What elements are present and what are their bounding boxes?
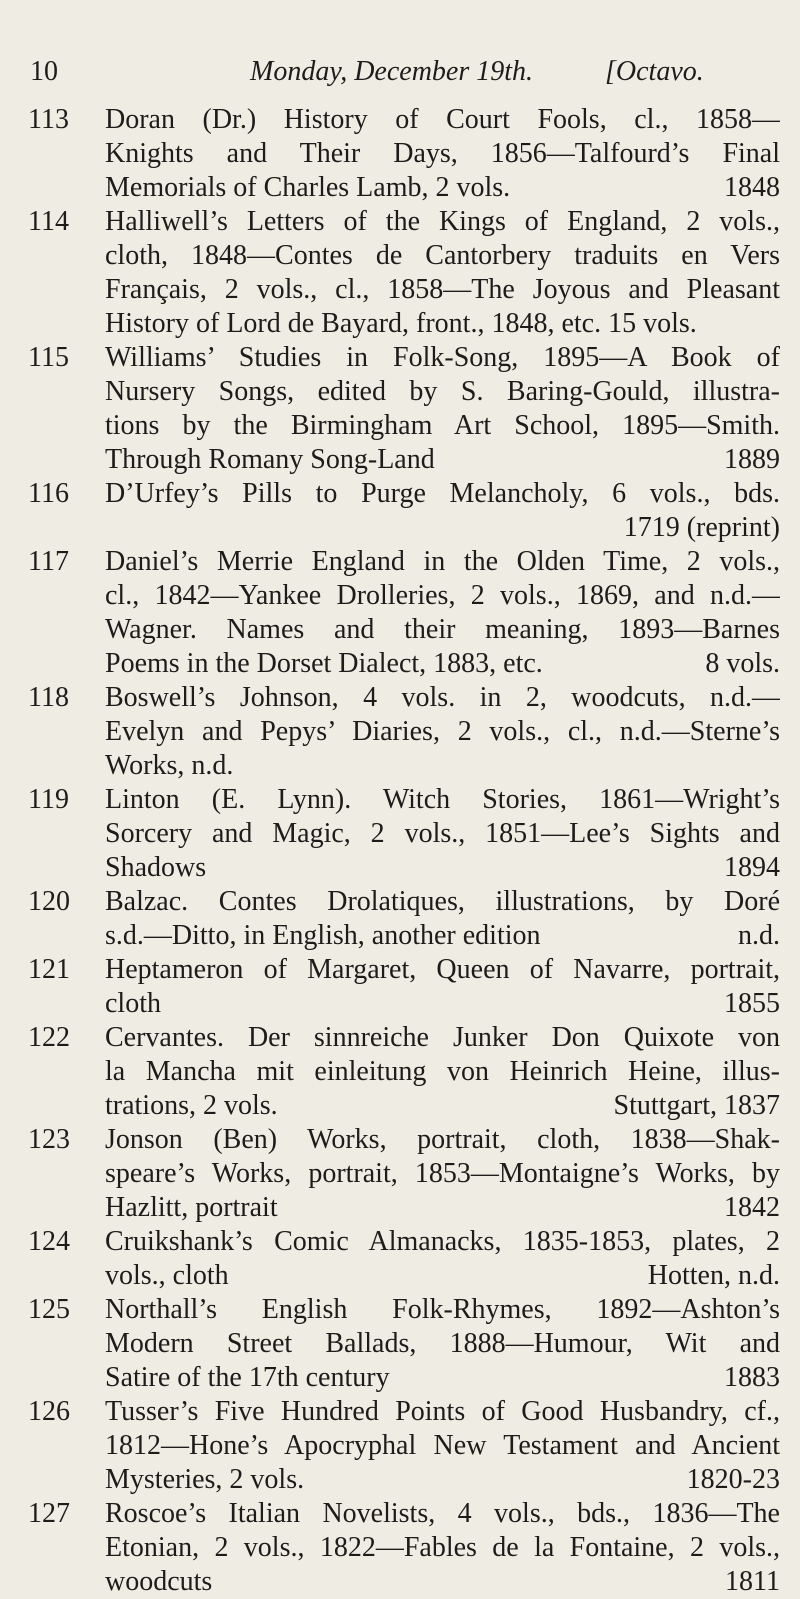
lot-line-text: Shadows — [105, 852, 207, 883]
lot-line: Halliwell’s Letters of the Kings of England, 2 vols., — [105, 206, 780, 237]
lot-date: 1820-23 — [686, 1464, 780, 1495]
lot-line-text: Through Romany Song-Land — [105, 444, 435, 475]
lot-line-text: Mysteries, 2 vols. — [105, 1464, 305, 1495]
lot-line: speare’s Works, portrait, 1853—Montaigne’s Works, by — [105, 1158, 780, 1189]
lot-number: 114 — [28, 206, 69, 237]
lot-line — [105, 443, 780, 477]
page-header — [0, 50, 800, 90]
lot-description — [105, 477, 780, 545]
lot-date: 1811 — [725, 1566, 780, 1597]
lot-line: Evelyn and Pepys’ Diaries, 2 vols., cl., n.d.—Sterne’s — [105, 716, 780, 747]
lot-line: Knights and Their Days, 1856—Talfourd’s Final — [105, 138, 780, 169]
lot-description — [105, 341, 780, 477]
lot-line: D’Urfey’s Pills to Purge Melancholy, 6 vols., bds. — [105, 478, 780, 509]
lot-line: History of Lord de Bayard, front., 1848, etc. 15 vols. — [105, 308, 697, 339]
lot-date: 1842 — [724, 1192, 780, 1223]
lot-line — [105, 1191, 780, 1225]
lot-line — [105, 1565, 780, 1599]
lot-line — [105, 1463, 780, 1497]
lot-date: Hotten, n.d. — [647, 1260, 780, 1291]
lot-number: 123 — [28, 1124, 70, 1155]
lot-line-text: vols., cloth — [105, 1260, 229, 1291]
lot-line — [105, 511, 780, 545]
lot-number: 124 — [28, 1226, 70, 1257]
lot-date: 1848 — [724, 172, 780, 203]
lot-description — [105, 885, 780, 953]
lot-number: 115 — [28, 342, 69, 373]
lot-number: 113 — [28, 104, 69, 135]
lot-line: cloth, 1848—Contes de Cantorbery traduits en Vers — [105, 240, 780, 271]
lot-line-text: woodcuts — [105, 1566, 213, 1597]
lot-description — [105, 1021, 780, 1123]
lot-line: 1812—Hone’s Apocryphal New Testament and Ancient — [105, 1430, 780, 1461]
lot-number: 118 — [28, 682, 69, 713]
lot-date: n.d. — [738, 920, 780, 951]
lot-line: Linton (E. Lynn). Witch Stories, 1861—Wright’s — [105, 784, 780, 815]
lot-line-text: cloth — [105, 988, 161, 1019]
lot-date: 8 vols. — [705, 648, 780, 679]
lot-description — [105, 681, 780, 783]
lot-description — [105, 953, 780, 1021]
lot-line-text: trations, 2 vols. — [105, 1090, 278, 1121]
lot-number: 122 — [28, 1022, 70, 1053]
lot-line: Northall’s English Folk-Rhymes, 1892—Ashton’s — [105, 1294, 780, 1325]
lot-line — [105, 987, 780, 1021]
lot-description — [105, 1225, 780, 1293]
lot-line — [105, 1259, 780, 1293]
lot-line: Sorcery and Magic, 2 vols., 1851—Lee’s Sights and — [105, 818, 780, 849]
lot-line: cl., 1842—Yankee Drolleries, 2 vols., 1869, and n.d.— — [105, 580, 780, 611]
lot-number: 120 — [28, 886, 70, 917]
lot-line — [105, 1089, 780, 1123]
lot-number: 117 — [28, 546, 69, 577]
lot-description — [105, 1395, 780, 1497]
lot-description — [105, 545, 780, 681]
lot-line: Wagner. Names and their meaning, 1893—Barnes — [105, 614, 780, 645]
lot-line: Heptameron of Margaret, Queen of Navarre, portrait, — [105, 954, 780, 985]
page-number: 10 — [30, 56, 58, 87]
lot-line: Roscoe’s Italian Novelists, 4 vols., bds., 1836—The — [105, 1498, 780, 1529]
lot-line: Nursery Songs, edited by S. Baring-Gould, illustra- — [105, 376, 780, 407]
lot-line-text: Poems in the Dorset Dialect, 1883, etc. — [105, 648, 543, 679]
lot-number: 119 — [28, 784, 69, 815]
lot-line: Balzac. Contes Drolatiques, illustrations, by Doré — [105, 886, 780, 917]
lot-line-text: Memorials of Charles Lamb, 2 vols. — [105, 172, 511, 203]
lot-line: Jonson (Ben) Works, portrait, cloth, 1838—Shak- — [105, 1124, 780, 1155]
lot-number: 127 — [28, 1498, 70, 1529]
lot-line: Doran (Dr.) History of Court Fools, cl., 1858— — [105, 104, 780, 135]
lot-line: Français, 2 vols., cl., 1858—The Joyous and Pleasant — [105, 274, 780, 305]
lot-description — [105, 1293, 780, 1395]
lot-line — [105, 647, 780, 681]
lot-line: Tusser’s Five Hundred Points of Good Husbandry, cf., — [105, 1396, 780, 1427]
lot-date: 1894 — [724, 852, 780, 883]
lot-line — [105, 919, 780, 953]
lot-description — [105, 1497, 780, 1599]
lot-line: Daniel’s Merrie England in the Olden Time, 2 vols., — [105, 546, 780, 577]
lot-date: 1855 — [724, 988, 780, 1019]
section-label: [Octavo. — [605, 56, 704, 87]
lot-line — [105, 171, 780, 205]
lot-line: la Mancha mit einleitung von Heinrich Heine, illus- — [105, 1056, 780, 1087]
lot-line: Modern Street Ballads, 1888—Humour, Wit and — [105, 1328, 780, 1359]
lot-line-text: s.d.—Ditto, in English, another edition — [105, 920, 541, 951]
lot-number: 121 — [28, 954, 70, 985]
lot-line — [105, 851, 780, 885]
lot-number: 126 — [28, 1396, 70, 1427]
lot-date: 1719 (reprint) — [623, 512, 780, 543]
sale-date-title: Monday, December 19th. — [250, 56, 534, 87]
lot-description — [105, 103, 780, 205]
lot-date: Stuttgart, 1837 — [613, 1090, 780, 1121]
lot-line-text: Hazlitt, portrait — [105, 1192, 278, 1223]
lot-line: Works, n.d. — [105, 750, 234, 781]
lot-line: tions by the Birmingham Art School, 1895—Smith. — [105, 410, 780, 441]
lot-line: Williams’ Studies in Folk-Song, 1895—A Book of — [105, 342, 780, 373]
lot-line: Etonian, 2 vols., 1822—Fables de la Fontaine, 2 vols., — [105, 1532, 780, 1563]
lot-number: 116 — [28, 478, 69, 509]
lot-line — [105, 1361, 780, 1395]
lot-line: Boswell’s Johnson, 4 vols. in 2, woodcuts, n.d.— — [105, 682, 780, 713]
lot-description — [105, 205, 780, 341]
lot-date: 1883 — [724, 1362, 780, 1393]
lot-date: 1889 — [724, 444, 780, 475]
lot-description — [105, 1123, 780, 1225]
lot-number: 125 — [28, 1294, 70, 1325]
lot-description — [105, 783, 780, 885]
lot-line-text: Satire of the 17th century — [105, 1362, 390, 1393]
lot-line: Cervantes. Der sinnreiche Junker Don Quixote von — [105, 1022, 780, 1053]
lot-line: Cruikshank’s Comic Almanacks, 1835-1853, plates, 2 — [105, 1226, 780, 1257]
